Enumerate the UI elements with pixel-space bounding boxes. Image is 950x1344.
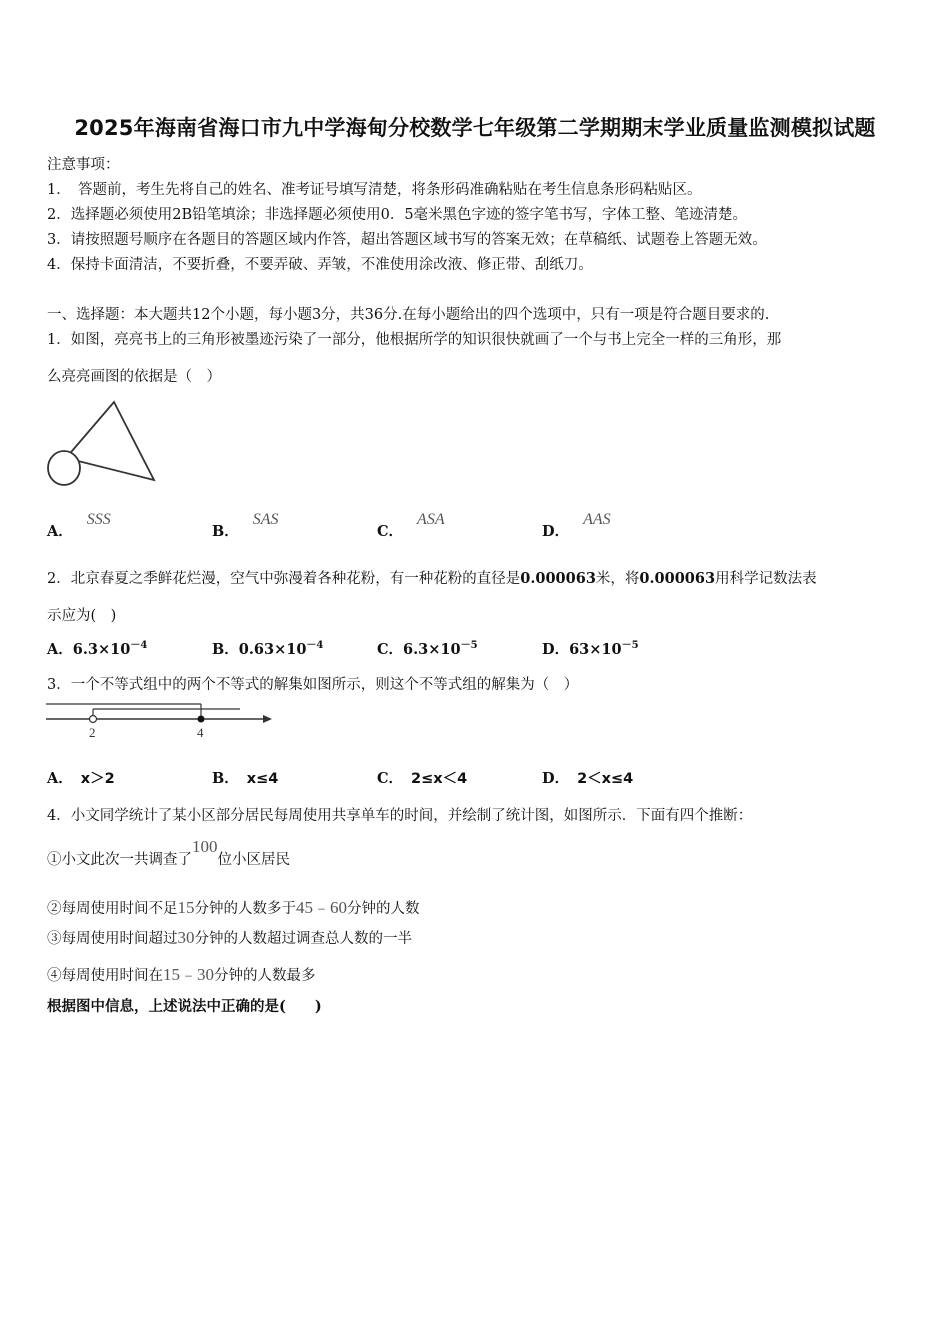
- option-text: SAS: [252, 511, 279, 528]
- axis-label-4: 4: [197, 725, 204, 740]
- q1-option-a[interactable]: [47, 511, 111, 541]
- q2-option-a[interactable]: [47, 638, 147, 659]
- notice-heading: 注意事项：: [47, 157, 120, 173]
- q1-option-d[interactable]: [542, 511, 611, 541]
- q2-number: 0.000063: [520, 570, 596, 587]
- option-label: C．: [377, 770, 404, 787]
- option-text: 2≤x＜4: [411, 771, 468, 787]
- option-label: B．: [212, 641, 239, 658]
- q2-number: 0.000063: [639, 570, 716, 587]
- q4-statement-4: [47, 960, 316, 985]
- section-1-heading: 一、选择题：本大题共12个小题，每小题3分，共36分.在每小题给出的四个选项中，只有一项是符合题目要求的.: [47, 307, 770, 323]
- q3-option-b[interactable]: [212, 767, 278, 788]
- statement-text: ②每周使用时间不足: [47, 901, 178, 917]
- q3-option-a[interactable]: [47, 767, 115, 788]
- statement-text: 分钟的人数超过调查总人数的一半: [194, 931, 412, 947]
- statement-range: 15﹣30: [163, 965, 214, 984]
- option-label: B．: [212, 770, 239, 787]
- q1-option-b[interactable]: [212, 511, 279, 541]
- q4-question: 根据图中信息，上述说法中正确的是( ): [47, 998, 322, 1015]
- q2-line-1: [47, 567, 817, 588]
- option-base: 63×10: [569, 641, 622, 658]
- option-label: A．: [47, 770, 73, 787]
- option-label: D．: [542, 770, 570, 787]
- statement-text: 位小区居民: [217, 852, 290, 868]
- option-label: A．: [47, 523, 73, 540]
- option-text: SSS: [86, 511, 111, 528]
- option-exponent: －4: [130, 640, 148, 651]
- statement-text: ③每周使用时间超过: [47, 931, 178, 947]
- page-title: 2025年海南省海口市九中学海甸分校数学七年级第二学期期末学业质量监测模拟试题: [74, 116, 876, 140]
- q2-text: 用科学记数法表: [715, 571, 817, 587]
- q3-option-d[interactable]: [542, 767, 633, 788]
- option-base: 6.3×10: [72, 641, 131, 658]
- q2-option-d[interactable]: [542, 638, 639, 659]
- statement-text: ①小文此次一共调查了: [47, 852, 192, 868]
- q4-line-1: 4．小文同学统计了某小区部分居民每周使用共享单车的时间，并绘制了统计图，如图所示．下面有四个推断：: [47, 808, 753, 824]
- q4-statement-2: [47, 893, 420, 918]
- statement-number: 15: [177, 898, 195, 917]
- statement-number: 100: [192, 837, 218, 856]
- option-base: 6.3×10: [403, 641, 461, 658]
- option-exponent: －5: [621, 640, 639, 651]
- q4-statement-1: [47, 837, 290, 869]
- q2-text: 米，将: [595, 571, 640, 587]
- option-label: B．: [212, 523, 239, 540]
- statement-number: 30: [177, 928, 195, 947]
- notice-item-3: 3．请按照题号顺序在各题目的答题区域内作答，超出答题区域书写的答案无效；在草稿纸、试题卷上答题无效。: [47, 232, 767, 248]
- statement-text: 分钟的人数多于: [194, 901, 296, 917]
- option-exponent: －4: [306, 640, 324, 651]
- option-label: C．: [377, 641, 404, 658]
- statement-text: 分钟的人数最多: [214, 968, 316, 984]
- statement-range: 45﹣60: [296, 898, 347, 917]
- notice-item-4: 4．保持卡面清洁，不要折叠，不要弄破、弄皱，不准使用涂改液、修正带、刮纸刀。: [47, 257, 593, 273]
- statement-text: ④每周使用时间在: [47, 968, 163, 984]
- notice-item-2: 2．选择题必须使用2B铅笔填涂；非选择题必须使用0．5毫米黑色字迹的签字笔书写，字体工整、笔迹清楚。: [47, 207, 748, 223]
- q4-statement-3: [47, 927, 412, 948]
- q2-option-c[interactable]: [377, 638, 478, 659]
- q2-text: 2．北京春夏之季鲜花烂漫，空气中弥漫着各种花粉，有一种花粉的直径是: [47, 571, 521, 587]
- notice-item-1: 1． 答题前，考生先将自己的姓名、准考证号填写清楚，将条形码准确粘贴在考生信息条形码粘贴区。: [47, 182, 702, 198]
- q1-line-2: 么亮亮画图的依据是（ ）: [47, 369, 221, 385]
- statement-text: 分钟的人数: [347, 901, 420, 917]
- q3-option-c[interactable]: [377, 767, 467, 788]
- option-label: A．: [47, 641, 73, 658]
- option-text: AAS: [583, 511, 611, 528]
- option-exponent: －5: [460, 640, 478, 651]
- option-text: x＞2: [80, 771, 115, 787]
- q3-line-1: 3．一个不等式组中的两个不等式的解集如图所示，则这个不等式组的解集为（ ）: [47, 677, 579, 693]
- option-text: 2＜x≤4: [577, 771, 634, 787]
- q2-option-b[interactable]: [212, 638, 323, 659]
- axis-label-2: 2: [89, 725, 96, 740]
- option-label: C．: [377, 523, 404, 540]
- q3-number-line-figure: [44, 700, 276, 744]
- option-text: ASA: [417, 511, 445, 528]
- option-base: 0.63×10: [238, 641, 307, 658]
- option-text: x≤4: [246, 771, 279, 787]
- q1-triangle-figure: [44, 396, 160, 492]
- q2-line-2: 示应为( ): [47, 608, 117, 624]
- option-label: D．: [542, 523, 570, 540]
- q1-option-c[interactable]: [377, 511, 445, 541]
- option-label: D．: [542, 641, 570, 658]
- q1-line-1: 1．如图，亮亮书上的三角形被墨迹污染了一部分，他根据所学的知识很快就画了一个与书上完全一样的三角形，那: [47, 332, 782, 348]
